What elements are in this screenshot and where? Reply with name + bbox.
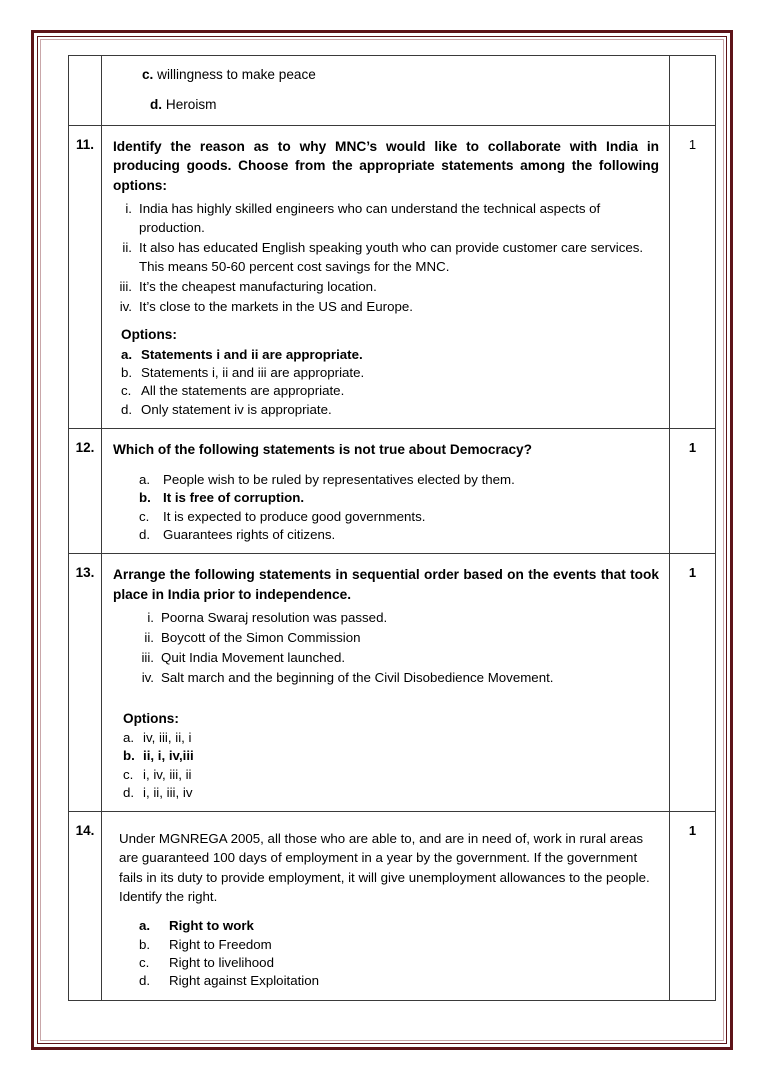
statement-text: Salt march and the beginning of the Civil Disobedience Movement.: [161, 669, 554, 685]
question-table: [68, 55, 716, 1001]
statement-text: It’s close to the markets in the US and Europe.: [139, 298, 413, 314]
statement-marker: ii.: [122, 239, 132, 255]
table-row: [69, 554, 716, 812]
list-item: [123, 784, 659, 802]
question-body-cell: [102, 429, 670, 554]
option-text: willingness to make peace: [157, 67, 316, 82]
option-letter: a.: [139, 918, 151, 934]
list-item: [139, 954, 659, 972]
option-letter: b.: [139, 490, 151, 506]
marks-value: 1: [688, 440, 697, 456]
option-text: i, ii, iii, iv: [143, 784, 193, 800]
option-letter: a.: [121, 346, 133, 362]
option-letter: a.: [123, 729, 135, 745]
table-row: [69, 812, 716, 1000]
question-number-cell: [69, 56, 102, 126]
list-item: [139, 526, 659, 544]
list-item: [139, 471, 659, 489]
statement-marker: i.: [125, 201, 132, 217]
option-letter: b.: [121, 365, 133, 381]
list-item: [113, 239, 659, 277]
option-letter: d.: [123, 784, 135, 800]
question-number: 11.: [75, 136, 95, 152]
option-text: People wish to be ruled by representatives elected by them.: [163, 471, 515, 487]
question-number: 12.: [75, 440, 95, 456]
list-item: [142, 65, 659, 84]
list-item: [123, 747, 659, 765]
list-item: [123, 729, 659, 747]
option-text: It is expected to produce good governments.: [163, 508, 426, 524]
statement-marker: iii.: [141, 649, 154, 665]
list-item: [137, 649, 659, 668]
option-letter: c.: [139, 954, 150, 970]
question-body-cell: [102, 56, 670, 126]
option-letter: b.: [123, 748, 135, 764]
list-item: [121, 346, 659, 364]
list-item: [137, 629, 659, 648]
statement-text: Boycott of the Simon Commission: [161, 629, 361, 645]
marks-cell: [670, 812, 716, 1000]
option-letter: d.: [121, 401, 133, 417]
list-item: [137, 609, 659, 628]
list-item: [139, 972, 659, 990]
option-text: Right to livelihood: [169, 954, 274, 970]
option-text: Statements i, ii and iii are appropriate.: [141, 365, 365, 381]
option-list: [121, 346, 659, 419]
option-letter: a.: [139, 471, 151, 487]
statement-marker: iv.: [141, 669, 154, 685]
option-text: Right to Freedom: [169, 936, 272, 952]
option-letter: c.: [142, 67, 154, 82]
question-number: 14.: [75, 823, 95, 839]
option-text: Heroism: [165, 97, 217, 113]
statement-text: India has highly skilled engineers who can understand the technical aspects of production.: [139, 201, 601, 236]
option-text: Statements i and ii are appropriate.: [141, 346, 363, 362]
question-number-cell: [69, 812, 102, 1000]
marks-cell: [670, 429, 716, 554]
spacer: [113, 906, 659, 917]
list-item: [113, 278, 659, 297]
carryover-options: [102, 56, 669, 125]
list-item: [139, 917, 659, 935]
statement-marker: i.: [147, 610, 154, 626]
question-number-cell: [69, 554, 102, 812]
question-body-cell: [102, 554, 670, 812]
question-number-cell: [69, 125, 102, 429]
spacer: [113, 460, 659, 471]
list-item: [139, 936, 659, 954]
option-text: All the statements are appropriate.: [141, 383, 345, 399]
question-number: 13.: [75, 565, 95, 581]
question-body-cell: [102, 812, 670, 1000]
marks-cell: [670, 554, 716, 812]
option-text: i, iv, iii, ii: [143, 766, 192, 782]
statement-list: [113, 200, 659, 316]
marks-value: 1: [688, 565, 697, 581]
list-item: [123, 766, 659, 784]
option-text: Guarantees rights of citizens.: [163, 526, 336, 542]
list-item: [113, 200, 659, 238]
option-letter: d.: [150, 97, 163, 113]
option-letter: d.: [139, 526, 151, 542]
statement-text: It also has educated English speaking youth who can provide customer care services. This means 50-60 percent cost savings for the MNC.: [139, 239, 644, 274]
option-list: [139, 471, 659, 544]
statement-list: [137, 609, 659, 688]
option-list: [123, 729, 659, 802]
list-item: [121, 382, 659, 400]
spacer: [113, 689, 659, 700]
options-heading: Options:: [121, 327, 177, 343]
list-item: [139, 508, 659, 526]
option-letter: c.: [121, 383, 132, 399]
marks-value: 1: [688, 136, 697, 152]
question-stem: Arrange the following statements in sequential order based on the events that took place in India prior to independence.: [113, 567, 659, 603]
option-letter: b.: [139, 936, 151, 952]
list-item: [121, 364, 659, 382]
question-stem: Which of the following statements is not true about Democracy?: [113, 442, 533, 458]
option-letter: c.: [139, 508, 150, 524]
option-text: It is free of corruption.: [163, 490, 305, 506]
option-text: ii, i, iv,iii: [143, 748, 194, 764]
statement-marker: iii.: [119, 278, 132, 294]
question-stem: Identify the reason as to why MNC’s would like to collaborate with India in producing goods. Choose from the appropriate statements among the following options:: [113, 138, 659, 194]
marks-value: 1: [688, 823, 697, 839]
marks-cell: [670, 125, 716, 429]
list-item: [142, 95, 659, 114]
list-item: [121, 401, 659, 419]
question-body-cell: [102, 125, 670, 429]
marks-cell: [670, 56, 716, 126]
question-number-cell: [69, 429, 102, 554]
option-letter: c.: [123, 766, 134, 782]
list-item: [113, 298, 659, 317]
statement-marker: iv.: [119, 298, 132, 314]
option-text: Right to work: [169, 918, 254, 934]
option-text: iv, iii, ii, i: [143, 729, 192, 745]
list-item: [139, 489, 659, 507]
table-row: [69, 429, 716, 554]
statement-text: It’s the cheapest manufacturing location.: [139, 278, 377, 294]
option-list: [139, 917, 659, 990]
table-row: [69, 56, 716, 126]
option-text: Only statement iv is appropriate.: [141, 401, 332, 417]
question-passage: Under MGNREGA 2005, all those who are able to, and are in need of, work in rural areas are guaranteed 100 days of employment in a year by the government. If the government fails in its duty to provide employment, it will give unemployment allowances to the people. Identify the right.: [119, 831, 650, 905]
list-item: [137, 669, 659, 688]
table-row: [69, 125, 716, 429]
options-heading: Options:: [123, 710, 179, 726]
option-letter: d.: [139, 973, 151, 989]
option-text: Right against Exploitation: [169, 973, 320, 989]
statement-marker: ii.: [144, 629, 154, 645]
statement-text: Quit India Movement launched.: [161, 649, 346, 665]
statement-text: Poorna Swaraj resolution was passed.: [161, 610, 388, 626]
